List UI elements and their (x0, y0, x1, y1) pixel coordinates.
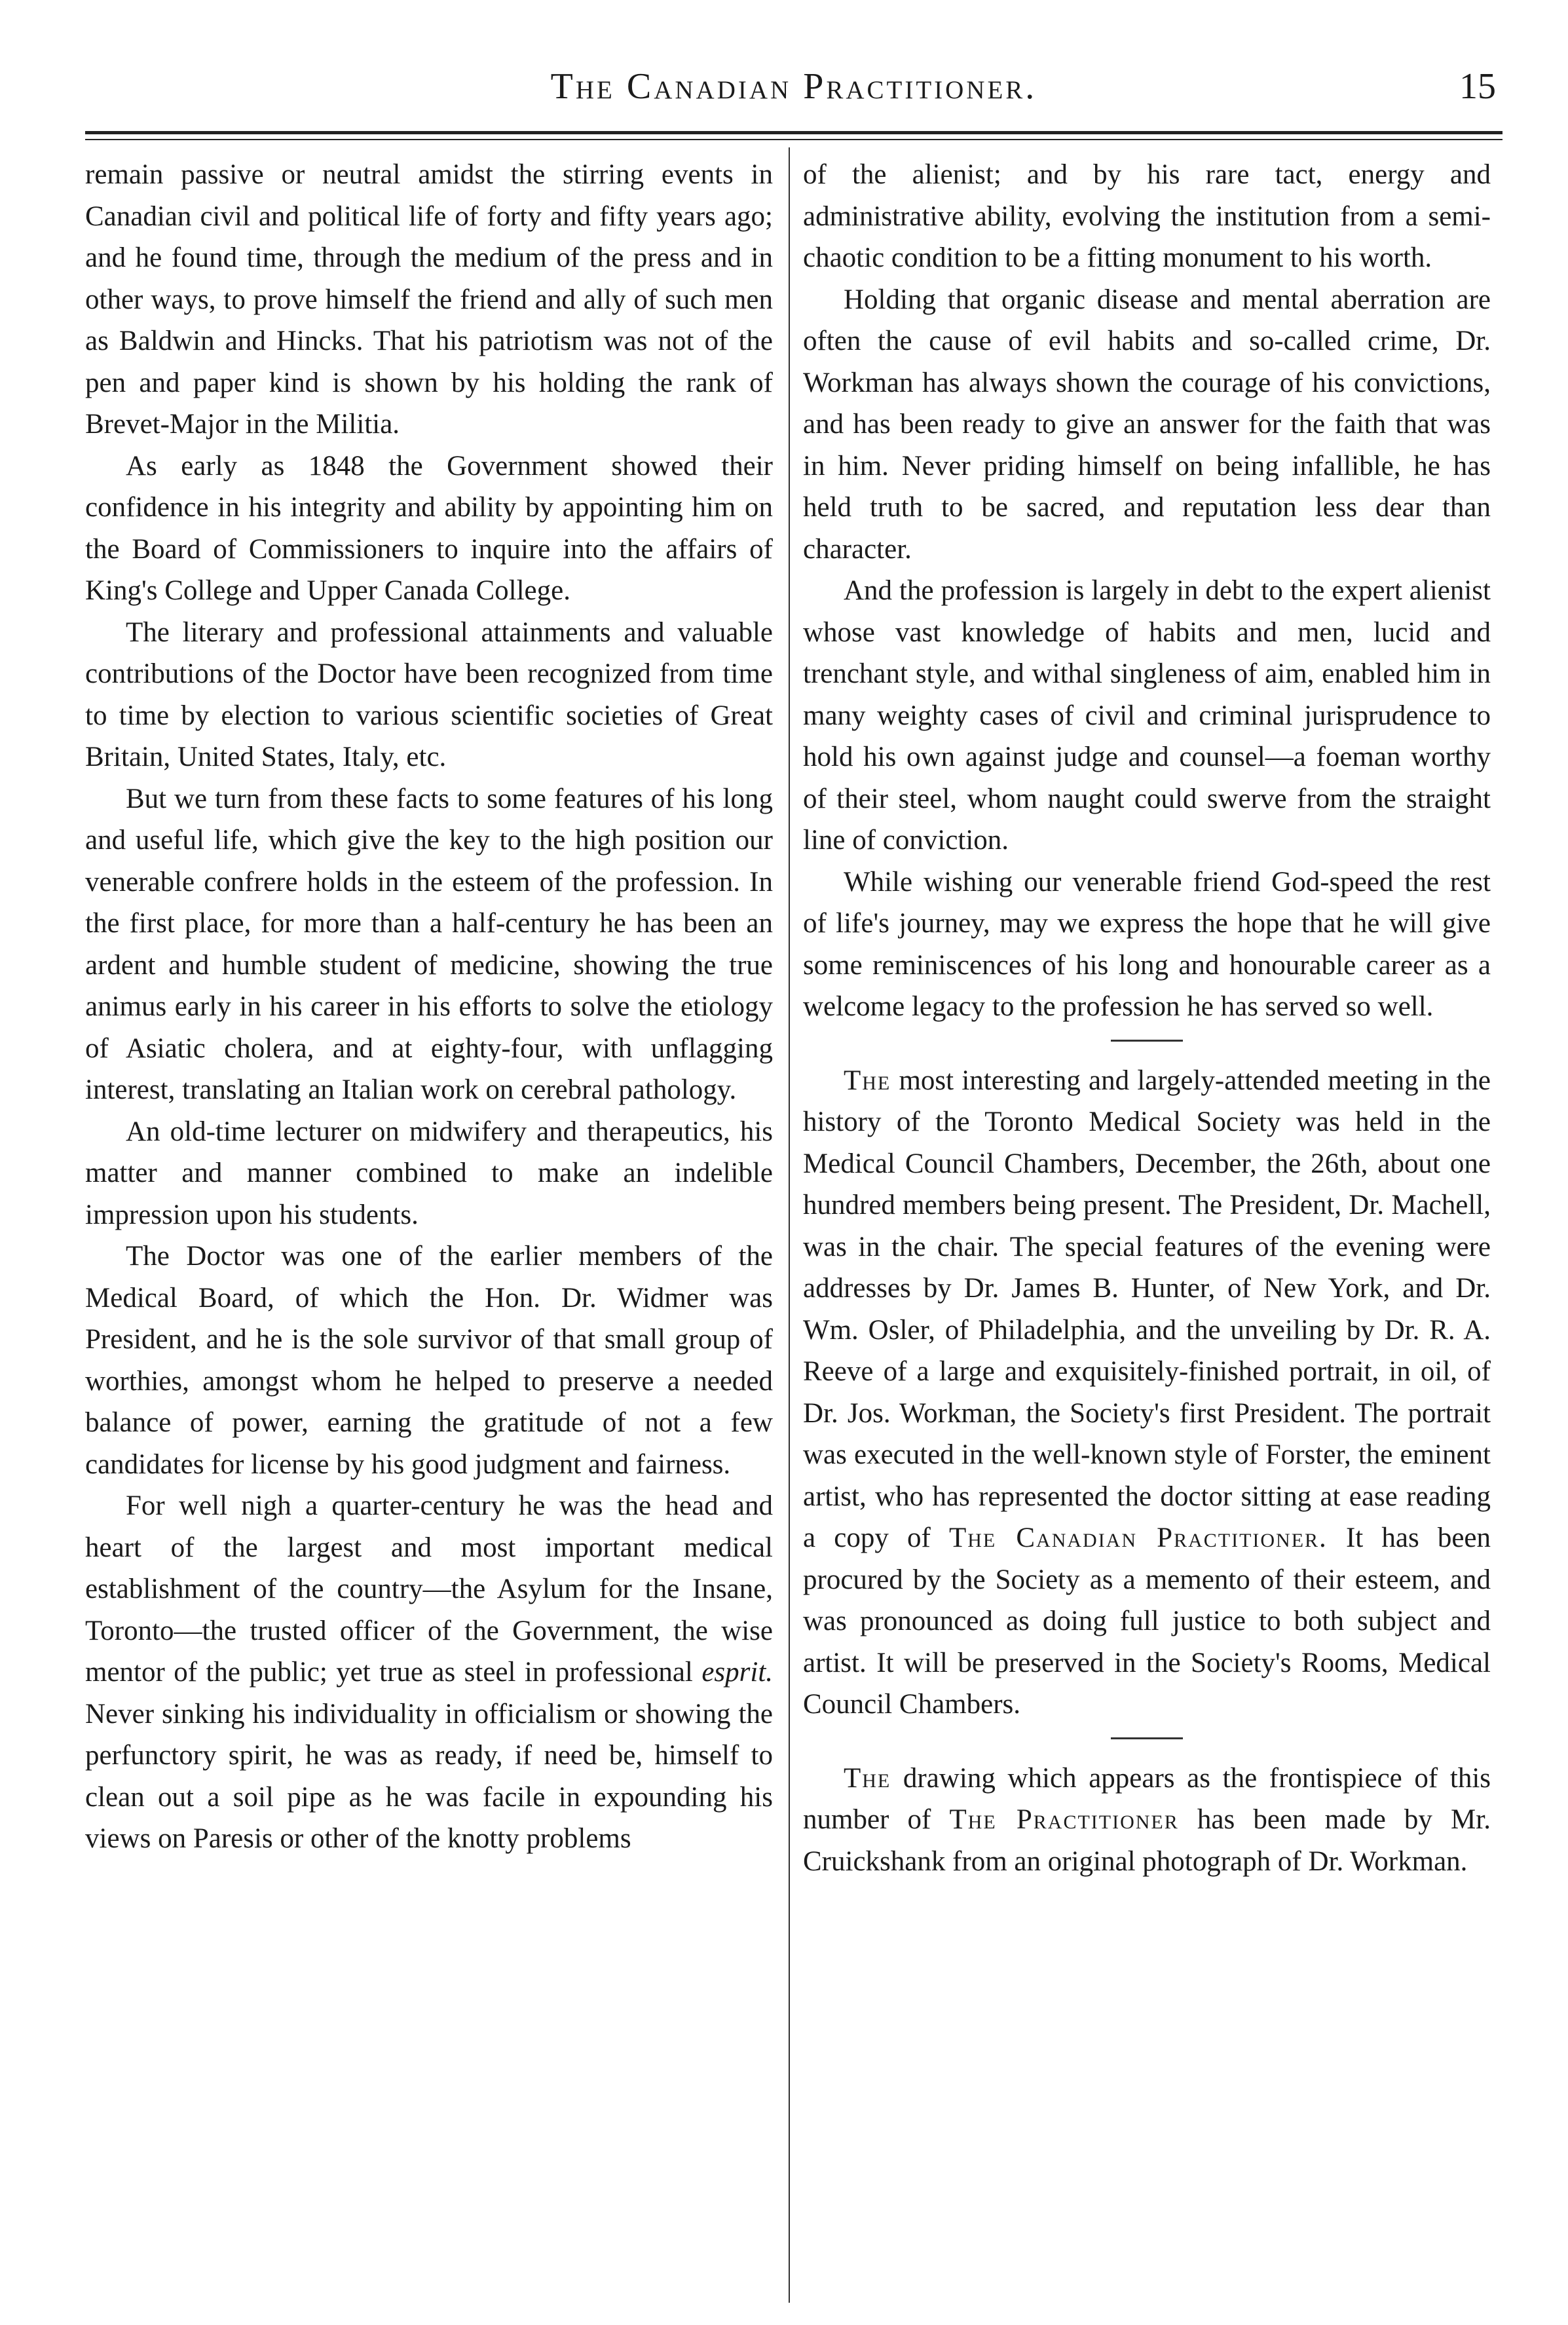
paragraph: But we turn from these facts to some features of his long and useful life, which give the key to the high position our venerable confrere holds in the esteem of the profession. In the first place, for more than a half-century he has been an ardent and humble student of medicine, showing the true animus early in his career in his efforts to solve the etiology of Asiatic cholera, and at eighty-four, with unflagging interest, translating an Italian work on cerebral pathology. (85, 783, 773, 1105)
paragraph: And the profession is largely in debt to the expert alienist whose vast knowledge of habits and men, lucid and trenchant style, and withal singleness of aim, enabled him in many weighty cases of civil and criminal jurisprudence to hold his own against judge and counsel—a foeman worthy of their steel, whom naught could swerve from the straight line of conviction. (803, 575, 1491, 856)
paragraph-text: Never sinking his individuality in officialism or showing the perfunctory spirit, he was as ready, if need be, himself to clean out a soil pipe as he was facile in expounding his views on Paresis or other of the knotty problems (85, 1698, 773, 1854)
paragraph-text: For well nigh a quarter-century he was the head and heart of the largest and most important medical establishment of the country—the Asylum for the Insane, Toronto—the trusted officer of the Government, the wise mentor of the public; yet true as steel in professional (85, 1490, 773, 1688)
section-divider (1111, 1040, 1183, 1042)
paragraph: As early as 1848 the Government showed their confidence in his integrity and ability by appointing him on the Board of Commissioners to inquire into the affairs of King's College and Upper Canada College. (85, 450, 773, 606)
paragraph (803, 1060, 1491, 1726)
column-divider (789, 147, 790, 2303)
journal-name: The Practitioner (949, 1804, 1179, 1835)
paragraph: of the alienist; and by his rare tact, energy and administrative ability, evolving the institution from a semi-chaotic condition to be a fitting monument to his worth. (803, 159, 1491, 273)
right-column (803, 154, 1491, 1882)
lead-word: The (844, 1762, 891, 1794)
paragraph: The Doctor was one of the earlier members of the Medical Board, of which the Hon. Dr. Widmer was President, and he is the sole survivor of that small group of worthies, amongst whom he helped to preserve a needed balance of power, earning the gratitude of not a few candidates for license by his good judgment and fairness. (85, 1241, 773, 1480)
left-column (85, 154, 773, 1860)
paragraph (85, 1485, 773, 1860)
paragraph-text: has been made by Mr. Cruickshank from an original photograph of Dr. Workman. (803, 1804, 1491, 1877)
journal-title: The Canadian Practitioner. (550, 66, 1037, 107)
journal-name: The Canadian Practitioner. (948, 1522, 1328, 1553)
paragraph: remain passive or neutral amidst the stirring events in Canadian civil and political life of forty and fifty years ago; and he found time, through the medium of the press and in other ways, to prove himself the friend and ally of such men as Baldwin and Hincks. That his patriotism was not of the pen and paper kind is shown by his holding the rank of Brevet-Major in the Militia. (85, 159, 773, 440)
section-divider (1111, 1737, 1183, 1739)
paragraph: Holding that organic disease and mental aberration are often the cause of evil habits and so-called crime, Dr. Workman has always shown the courage of his convictions, and has been ready to give an answer for the faith that was in him. Never priding himself on being infallible, he has held truth to be sacred, and reputation less dear than character. (803, 284, 1491, 565)
paragraph (803, 1758, 1491, 1883)
paragraph: The literary and professional attainments and valuable contributions of the Doctor have been recognized from time to time by election to various scientific societies of Great Britain, United States, Italy, etc. (85, 616, 773, 772)
paragraph-text: drawing which appears as the frontispiece of this number of (803, 1762, 1491, 1835)
header-rule-thin (85, 139, 1503, 140)
italic-word: esprit. (701, 1657, 774, 1688)
running-head (85, 66, 1503, 118)
header-rule-thick (85, 131, 1503, 134)
paragraph: An old-time lecturer on midwifery and therapeutics, his matter and manner combined to make an indelible impression upon his students. (85, 1116, 773, 1230)
paragraph: While wishing our venerable friend God-speed the rest of life's journey, may we express the hope that he will give some reminiscences of his long and honourable career as a welcome legacy to the profession he has served so well. (803, 866, 1491, 1022)
paragraph-text: It has been procured by the Society as a memento of their esteem, and was pronounced as doing full justice to both subject and artist. It will be preserved in the Society's Rooms, Medical Council Chambers. (803, 1522, 1491, 1720)
paragraph-text: most interesting and largely-attended meeting in the history of the Toronto Medical Society was held in the Medical Council Chambers, December, the 26th, about one hundred members being present. The President, Dr. Machell, was in the chair. The special features of the evening were addresses by Dr. James B. Hunter, of New York, and Dr. Wm. Osler, of Philadelphia, and the unveiling by Dr. R. A. Reeve of a large and exquisitely-finished portrait, in oil, of Dr. Jos. Workman, the Society's first President. The portrait was executed in the well-known style of Forster, the eminent artist, who has represented the doctor sitting at ease reading a copy of (803, 1065, 1491, 1553)
page-number: 15 (1459, 66, 1496, 107)
lead-word: The (844, 1065, 891, 1096)
